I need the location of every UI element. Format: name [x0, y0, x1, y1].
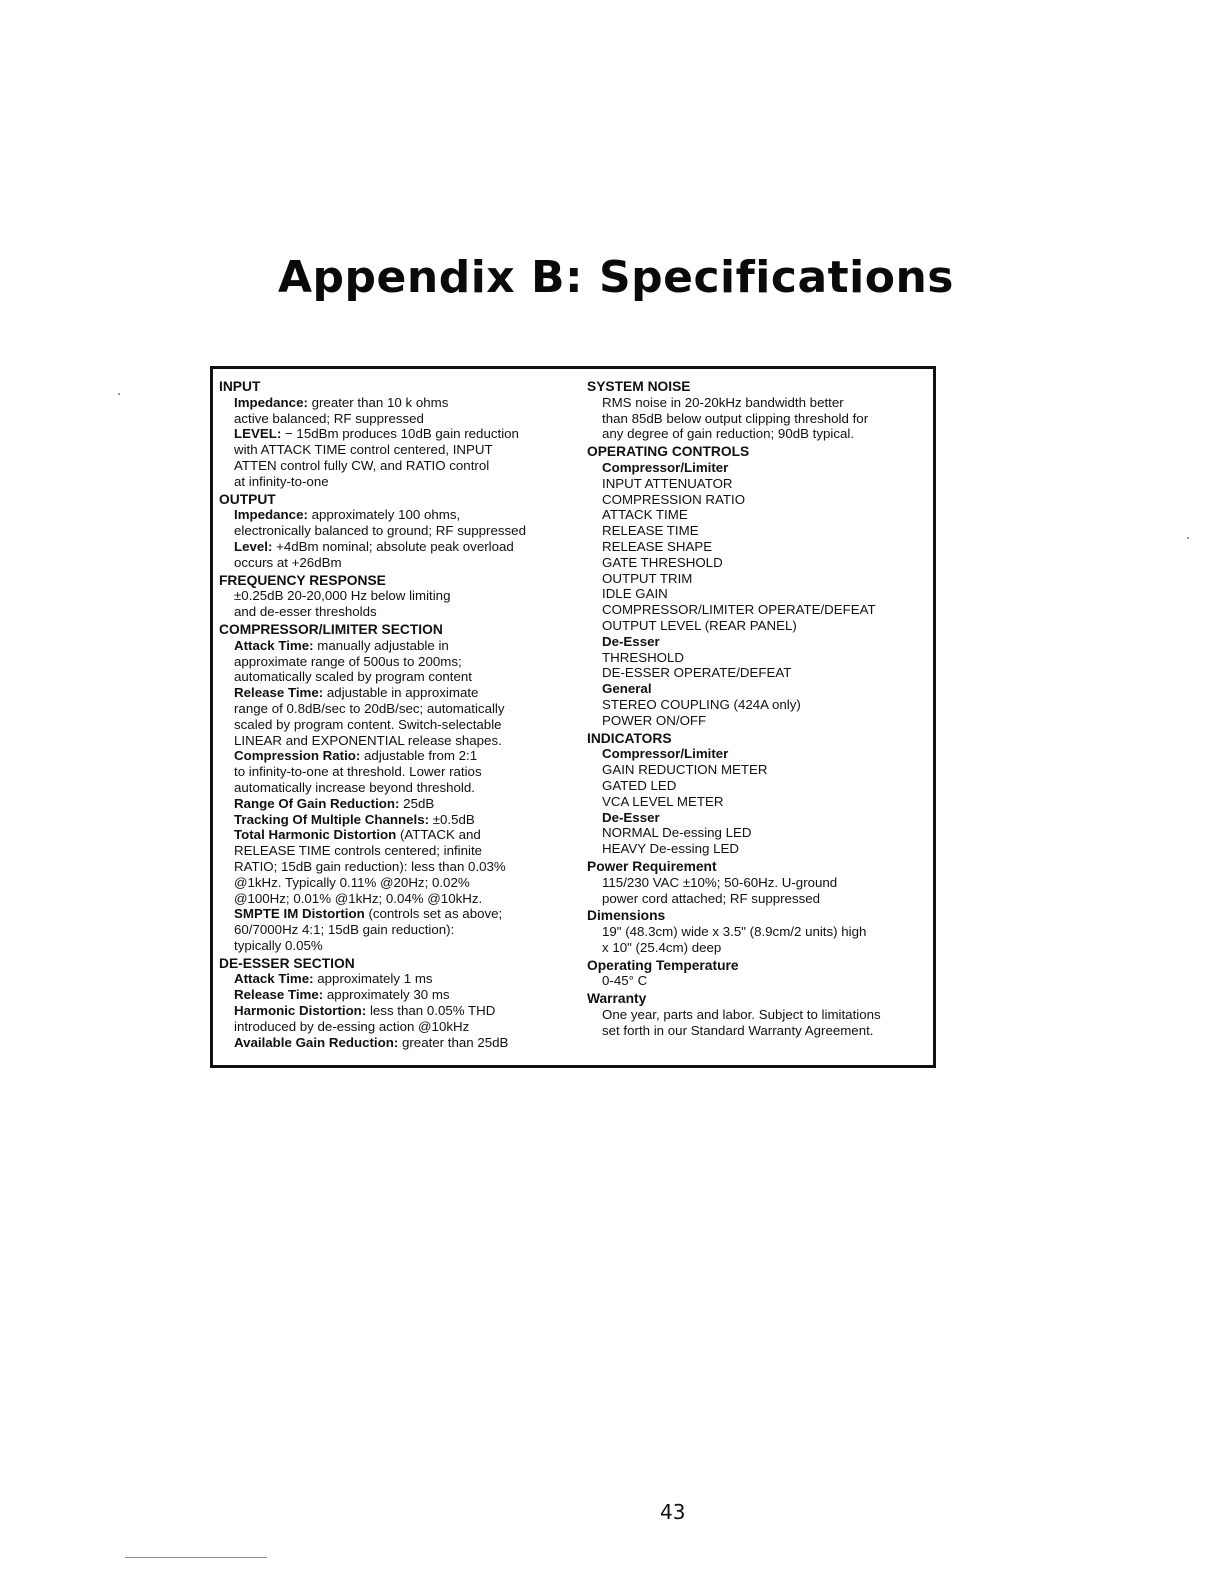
section-heading: Warranty [587, 991, 647, 1007]
spec-text: VCA LEVEL METER [602, 793, 724, 809]
spec-text: 115/230 VAC ±10%; 50-60Hz. U-ground [602, 874, 838, 890]
spec-label: SMPTE IM Distortion [234, 906, 365, 922]
spec-label: Impedance: [234, 507, 308, 523]
spec-text: typically 0.05% [234, 937, 323, 953]
spec-text: RELEASE SHAPE [602, 538, 713, 554]
spec-line [219, 426, 579, 442]
spec-text: GATE THRESHOLD [602, 554, 723, 570]
spec-line [587, 426, 929, 442]
spec-label: Attack Time: [234, 637, 314, 653]
scan-speck [118, 393, 120, 395]
spec-line [587, 762, 929, 778]
spec-text: THRESHOLD [602, 649, 685, 665]
spec-text: @1kHz. Typically 0.11% @20Hz; 0.02% [234, 874, 470, 890]
spec-text: DE-ESSER OPERATE/DEFEAT [602, 665, 792, 681]
spec-label: Release Time: [234, 685, 324, 701]
spec-text: One year, parts and labor. Subject to limitations [602, 1007, 881, 1023]
page-title: Appendix B: Specifications [278, 252, 954, 303]
section-heading: Operating Temperature [587, 957, 739, 973]
spec-label: Total Harmonic Distortion [234, 827, 397, 843]
spec-line [219, 733, 579, 749]
spec-line [219, 701, 579, 717]
spec-text: OUTPUT LEVEL (REAR PANEL) [602, 617, 797, 633]
spec-line [587, 523, 929, 539]
spec-text: HEAVY De-essing LED [602, 841, 739, 857]
spec-line [219, 1003, 579, 1019]
spec-text: +4dBm nominal; absolute peak overload [272, 538, 514, 554]
section-heading: Power Requirement [587, 858, 717, 874]
spec-line [219, 539, 579, 555]
spec-line [219, 654, 579, 670]
spec-text: approximately 100 ohms, [307, 507, 461, 523]
spec-text: GAIN REDUCTION METER [602, 762, 768, 778]
section-heading: COMPRESSOR/LIMITER SECTION [219, 621, 443, 637]
spec-text: manually adjustable in [313, 637, 449, 653]
spec-text: automatically increase beyond threshold. [234, 779, 475, 795]
spec-line [219, 938, 579, 954]
spec-text: COMPRESSION RATIO [602, 491, 746, 507]
spec-text: and de-esser thresholds [234, 604, 377, 620]
page-number: 43 [660, 1500, 686, 1524]
spec-text: STEREO COUPLING (424A only) [602, 696, 801, 712]
spec-line [219, 588, 579, 604]
spec-line [219, 458, 579, 474]
section-heading: SYSTEM NOISE [587, 379, 691, 394]
spec-line [219, 780, 579, 796]
spec-line [587, 539, 929, 555]
spec-text: 25dB [399, 795, 435, 811]
spec-text: OUTPUT TRIM [602, 570, 693, 586]
spec-text: POWER ON/OFF [602, 712, 707, 728]
spec-line [219, 638, 579, 654]
spec-text: greater than 25dB [398, 1034, 509, 1050]
subsection-heading: Compressor/Limiter [602, 746, 729, 762]
spec-text: adjustable from 2:1 [360, 748, 478, 764]
specs-left-column [219, 379, 579, 1050]
spec-text: INPUT ATTENUATOR [602, 475, 733, 491]
spec-text: scaled by program content. Switch-selectable [234, 716, 502, 732]
spec-line [219, 922, 579, 938]
spec-line [219, 1035, 579, 1051]
spec-line [587, 891, 929, 907]
spec-text: power cord attached; RF suppressed [602, 890, 821, 906]
spec-line [587, 507, 929, 523]
spec-line [219, 442, 579, 458]
spec-line [219, 812, 579, 828]
spec-text: x 10" (25.4cm) deep [602, 939, 722, 955]
section-heading: OUTPUT [219, 491, 276, 507]
spec-text: RELEASE TIME [602, 523, 699, 539]
spec-label: Range Of Gain Reduction: [234, 795, 400, 811]
spec-text: IDLE GAIN [602, 586, 668, 602]
spec-text: automatically scaled by program content [234, 669, 472, 685]
spec-text: ±0.25dB 20-20,000 Hz below limiting [234, 588, 451, 604]
spec-line [587, 875, 929, 891]
spec-line [587, 395, 929, 411]
spec-text: NORMAL De-essing LED [602, 825, 752, 841]
spec-text: (controls set as above; [364, 906, 503, 922]
spec-line [219, 669, 579, 685]
spec-line [587, 492, 929, 508]
spec-line [587, 555, 929, 571]
spec-text: greater than 10 k ohms [307, 394, 449, 410]
spec-text: 19" (48.3cm) wide x 3.5" (8.9cm/2 units) high [602, 924, 867, 940]
spec-text: ATTACK TIME [602, 507, 688, 523]
spec-text: adjustable in approximate [323, 685, 479, 701]
spec-text: RELEASE TIME controls centered; infinite [234, 843, 483, 859]
spec-text: introduced by de-essing action @10kHz [234, 1018, 470, 1034]
spec-line [587, 940, 929, 956]
spec-text: at infinity-to-one [234, 473, 329, 489]
spec-line [219, 507, 579, 523]
spec-text: − 15dBm produces 10dB gain reduction [281, 426, 519, 442]
spec-line [587, 476, 929, 492]
section-heading: INPUT [219, 379, 261, 394]
spec-line [219, 796, 579, 812]
spec-line [219, 1019, 579, 1035]
subsection-heading: General [602, 681, 652, 697]
spec-label: Release Time: [234, 987, 324, 1003]
spec-text: approximately 30 ms [323, 987, 450, 1003]
spec-line [219, 395, 579, 411]
spec-text: to infinity-to-one at threshold. Lower ratios [234, 764, 482, 780]
spec-line [219, 685, 579, 701]
spec-text: electronically balanced to ground; RF suppressed [234, 523, 526, 539]
spec-line [587, 973, 929, 989]
spec-line [587, 924, 929, 940]
spec-line [587, 1023, 929, 1039]
spec-line [219, 906, 579, 922]
section-heading: DE-ESSER SECTION [219, 955, 355, 971]
spec-text: RMS noise in 20-20kHz bandwidth better [602, 394, 844, 410]
spec-line [587, 697, 929, 713]
spec-label: LEVEL: [234, 426, 282, 442]
spec-line [219, 717, 579, 733]
spec-line [219, 411, 579, 427]
spec-text: range of 0.8dB/sec to 20dB/sec; automatically [234, 700, 505, 716]
spec-text: with ATTACK TIME control centered, INPUT [234, 442, 493, 458]
spec-text: approximate range of 500us to 200ms; [234, 653, 462, 669]
spec-line [219, 555, 579, 571]
section-heading: INDICATORS [587, 730, 672, 746]
spec-text: COMPRESSOR/LIMITER OPERATE/DEFEAT [602, 602, 876, 618]
spec-line [219, 987, 579, 1003]
spec-label: Available Gain Reduction: [234, 1034, 399, 1050]
spec-line [587, 1007, 929, 1023]
spec-text: active balanced; RF suppressed [234, 410, 424, 426]
spec-text: occurs at +26dBm [234, 554, 342, 570]
spec-text: GATED LED [602, 777, 677, 793]
spec-line [219, 827, 579, 843]
spec-line [219, 875, 579, 891]
subsection-heading: De-Esser [602, 633, 660, 649]
spec-line [587, 571, 929, 587]
spec-line [219, 764, 579, 780]
spec-line [219, 891, 579, 907]
spec-text: LINEAR and EXPONENTIAL release shapes. [234, 732, 502, 748]
spec-text: 60/7000Hz 4:1; 15dB gain reduction): [234, 922, 455, 938]
footer-rule [125, 1557, 267, 1558]
specs-right-column [587, 379, 929, 1039]
spec-text: approximately 1 ms [313, 971, 433, 987]
specifications-box [210, 366, 936, 1068]
spec-line [219, 859, 579, 875]
spec-text: (ATTACK and [396, 827, 481, 843]
spec-text: 0-45° C [602, 973, 648, 989]
spec-label: Attack Time: [234, 971, 314, 987]
spec-line [587, 825, 929, 841]
spec-text: less than 0.05% THD [366, 1003, 496, 1019]
spec-line [219, 474, 579, 490]
spec-line [587, 602, 929, 618]
spec-text: ±0.5dB [429, 811, 475, 827]
spec-label: Harmonic Distortion: [234, 1003, 367, 1019]
spec-line [587, 778, 929, 794]
section-heading: FREQUENCY RESPONSE [219, 572, 386, 588]
spec-text: than 85dB below output clipping threshold for [602, 410, 869, 426]
spec-label: Tracking Of Multiple Channels: [234, 811, 430, 827]
spec-line [587, 665, 929, 681]
spec-line [587, 650, 929, 666]
spec-line [219, 604, 579, 620]
spec-line [587, 841, 929, 857]
scan-speck [1187, 537, 1189, 539]
spec-line [587, 411, 929, 427]
spec-line [587, 586, 929, 602]
spec-text: @100Hz; 0.01% @1kHz; 0.04% @10kHz. [234, 890, 483, 906]
section-heading: OPERATING CONTROLS [587, 444, 750, 460]
spec-line [219, 523, 579, 539]
subsection-heading: Compressor/Limiter [602, 459, 729, 475]
spec-text: RATIO; 15dB gain reduction): less than 0.03% [234, 858, 506, 874]
spec-text: any degree of gain reduction; 90dB typical. [602, 426, 855, 442]
spec-label: Impedance: [234, 394, 308, 410]
subsection-heading: De-Esser [602, 809, 660, 825]
spec-text: ATTEN control fully CW, and RATIO control [234, 457, 490, 473]
spec-line [219, 843, 579, 859]
spec-line [219, 748, 579, 764]
spec-text: set forth in our Standard Warranty Agreement. [602, 1022, 874, 1038]
spec-label: Compression Ratio: [234, 748, 361, 764]
spec-line [587, 713, 929, 729]
section-heading: Dimensions [587, 908, 666, 924]
spec-line [587, 794, 929, 810]
spec-label: Level: [234, 538, 273, 554]
spec-line [219, 971, 579, 987]
spec-line [587, 618, 929, 634]
